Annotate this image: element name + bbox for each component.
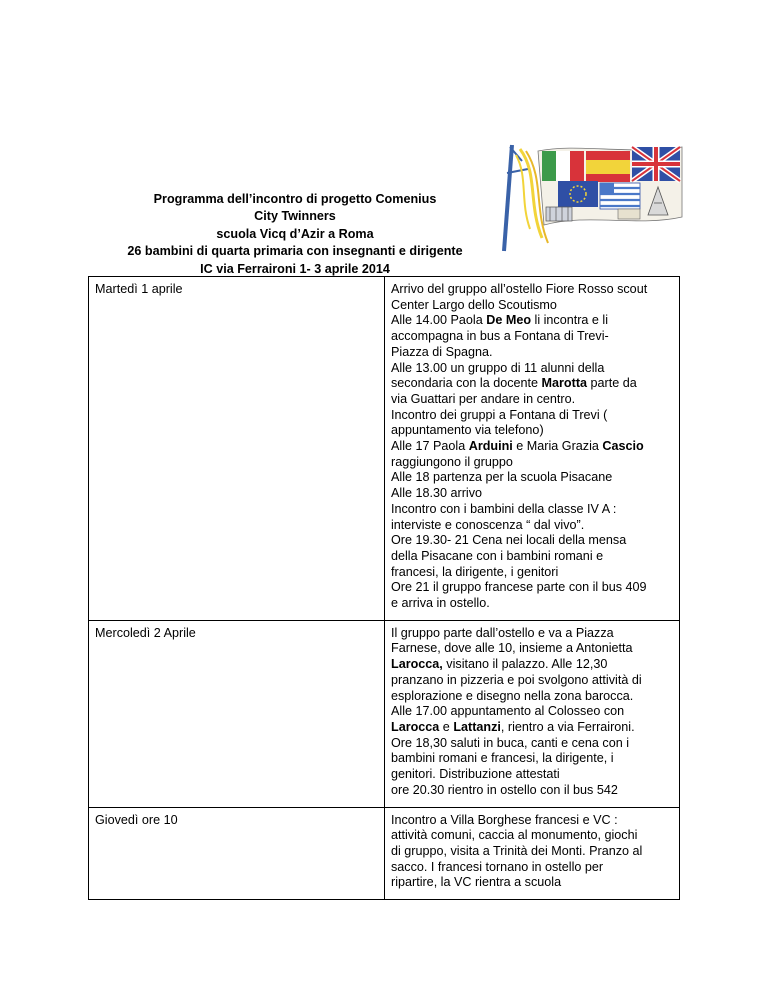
text-segment: pranzano in pizzeria e poi svolgono attività di [391, 672, 642, 687]
description-line [391, 298, 671, 314]
text-segment: appuntamento via telefono) [391, 423, 544, 438]
text-segment: Center Largo dello Scoutismo [391, 297, 557, 312]
table-row [89, 277, 680, 621]
description-line [391, 736, 671, 752]
description-line [391, 423, 671, 439]
description-line [391, 844, 671, 860]
text-segment: e Maria Grazia [512, 439, 603, 454]
name-highlight: Larocca [391, 719, 440, 734]
text-segment: di gruppo, visita a Trinità dei Monti. Pranzo al [391, 843, 643, 858]
description-line [391, 860, 671, 876]
description-line [391, 408, 671, 424]
description-line [391, 673, 671, 689]
description-line [391, 596, 671, 612]
text-segment: Incontro a Villa Borghese francesi e VC : [391, 812, 618, 827]
description-line [391, 345, 671, 361]
text-segment: genitori. Distribuzione attestati [391, 767, 560, 782]
text-segment: ore 20.30 rientro in ostello con il bus 542 [391, 782, 618, 797]
description-line [391, 689, 671, 705]
text-segment: Ore 18,30 saluti in buca, canti e cena con i [391, 735, 630, 750]
text-segment: della Pisacane con i bambini romani e [391, 548, 604, 563]
name-highlight: De Meo [486, 313, 532, 328]
table-row [89, 620, 680, 807]
description-line [391, 813, 671, 829]
text-segment: Il gruppo parte dall’ostello e va a Piazza [391, 625, 614, 640]
schedule-body [89, 277, 680, 900]
description-line [391, 392, 671, 408]
day-cell: Mercoledì 2 Aprile [89, 620, 385, 807]
description-line [391, 376, 671, 392]
text-segment: visitano il palazzo. Alle 12,30 [442, 657, 608, 672]
text-segment: Incontro con i bambini della classe IV A : [391, 501, 617, 516]
description-line [391, 875, 671, 891]
description-line [391, 704, 671, 720]
text-segment: raggiungono il gruppo [391, 454, 513, 469]
day-cell: Martedì 1 aprile [89, 277, 385, 621]
text-segment: Alle 18 partenza per la scuola Pisacane [391, 470, 613, 485]
description-line [391, 641, 671, 657]
text-segment: accompagna in bus a Fontana di Trevi- [391, 329, 609, 344]
description-line [391, 580, 671, 596]
description-line [391, 565, 671, 581]
text-segment: , rientro a via Ferraironi. [500, 719, 635, 734]
description-line [391, 751, 671, 767]
text-segment: bambini romani e francesi, la dirigente, i [391, 751, 614, 766]
document-heading [88, 191, 502, 278]
text-segment: via Guattari per andare in centro. [391, 391, 576, 406]
description-line [391, 626, 671, 642]
description-cell [385, 277, 680, 621]
text-segment: li incontra e li [531, 313, 609, 328]
name-highlight: Larocca, [391, 657, 443, 672]
name-highlight: Lattanzi [453, 719, 501, 734]
description-line [391, 533, 671, 549]
text-segment: interviste e conoscenza “ dal vivo”. [391, 517, 585, 532]
schedule-table [88, 276, 680, 900]
text-segment: secondaria con la docente [391, 376, 542, 391]
name-highlight: Marotta [541, 376, 588, 391]
heading-line: Programma dell’incontro di progetto Comenius [153, 192, 437, 206]
description-line [391, 502, 671, 518]
description-line [391, 329, 671, 345]
text-segment: attività comuni, caccia al monumento, giochi [391, 828, 638, 843]
description-cell [385, 620, 680, 807]
text-segment: Alle 18.30 arrivo [391, 486, 483, 501]
description-line [391, 439, 671, 455]
text-segment: Alle 13.00 un gruppo di 11 alunni della [391, 360, 605, 375]
heading-line: 26 bambini di quarta primaria con insegnanti e dirigente [127, 244, 463, 259]
description-line [391, 470, 671, 486]
description-line [391, 767, 671, 783]
text-segment: Ore 21 il gruppo francese parte con il bus 409 [391, 580, 647, 595]
day-cell: Giovedì ore 10 [89, 807, 385, 900]
text-segment: e arriva in ostello. [391, 596, 490, 611]
description-line [391, 518, 671, 534]
description-line [391, 455, 671, 471]
heading-line: City Twinners [254, 209, 336, 224]
description-line [391, 282, 671, 298]
description-line [391, 657, 671, 673]
text-segment: e [439, 719, 454, 734]
text-segment: francesi, la dirigente, i genitori [391, 564, 559, 579]
description-line [391, 783, 671, 799]
heading-line: scuola Vicq d’Azir a Roma [216, 226, 374, 241]
text-segment: Alle 17.00 appuntamento al Colosseo con [391, 704, 625, 719]
description-line [391, 486, 671, 502]
text-segment: esplorazione e disegno nella zona barocca. [391, 688, 634, 703]
text-segment: Alle 17 Paola [391, 439, 469, 454]
name-highlight: Cascio [602, 439, 644, 454]
text-segment: sacco. I francesi tornano in ostello per [391, 859, 604, 874]
flags-drawing-icon [498, 143, 684, 253]
text-segment: parte da [587, 376, 637, 391]
text-segment: Ore 19.30- 21 Cena nei locali della mensa [391, 533, 627, 548]
description-line [391, 361, 671, 377]
text-segment: Alle 14.00 Paola [391, 313, 487, 328]
description-line [391, 313, 671, 329]
text-segment: ripartire, la VC rientra a scuola [391, 875, 562, 890]
description-cell [385, 807, 680, 900]
description-line [391, 720, 671, 736]
text-segment: Piazza di Spagna. [391, 344, 493, 359]
text-segment: Incontro dei gruppi a Fontana di Trevi ( [391, 407, 608, 422]
heading-line: IC via Ferraironi 1- 3 aprile 2014 [200, 261, 390, 276]
description-line [391, 828, 671, 844]
name-highlight: Arduini [468, 439, 513, 454]
text-segment: Farnese, dove alle 10, insieme a Antonietta [391, 641, 633, 656]
description-line [391, 549, 671, 565]
table-row [89, 807, 680, 900]
text-segment: Arrivo del gruppo all’ostello Fiore Rosso scout [391, 282, 648, 296]
